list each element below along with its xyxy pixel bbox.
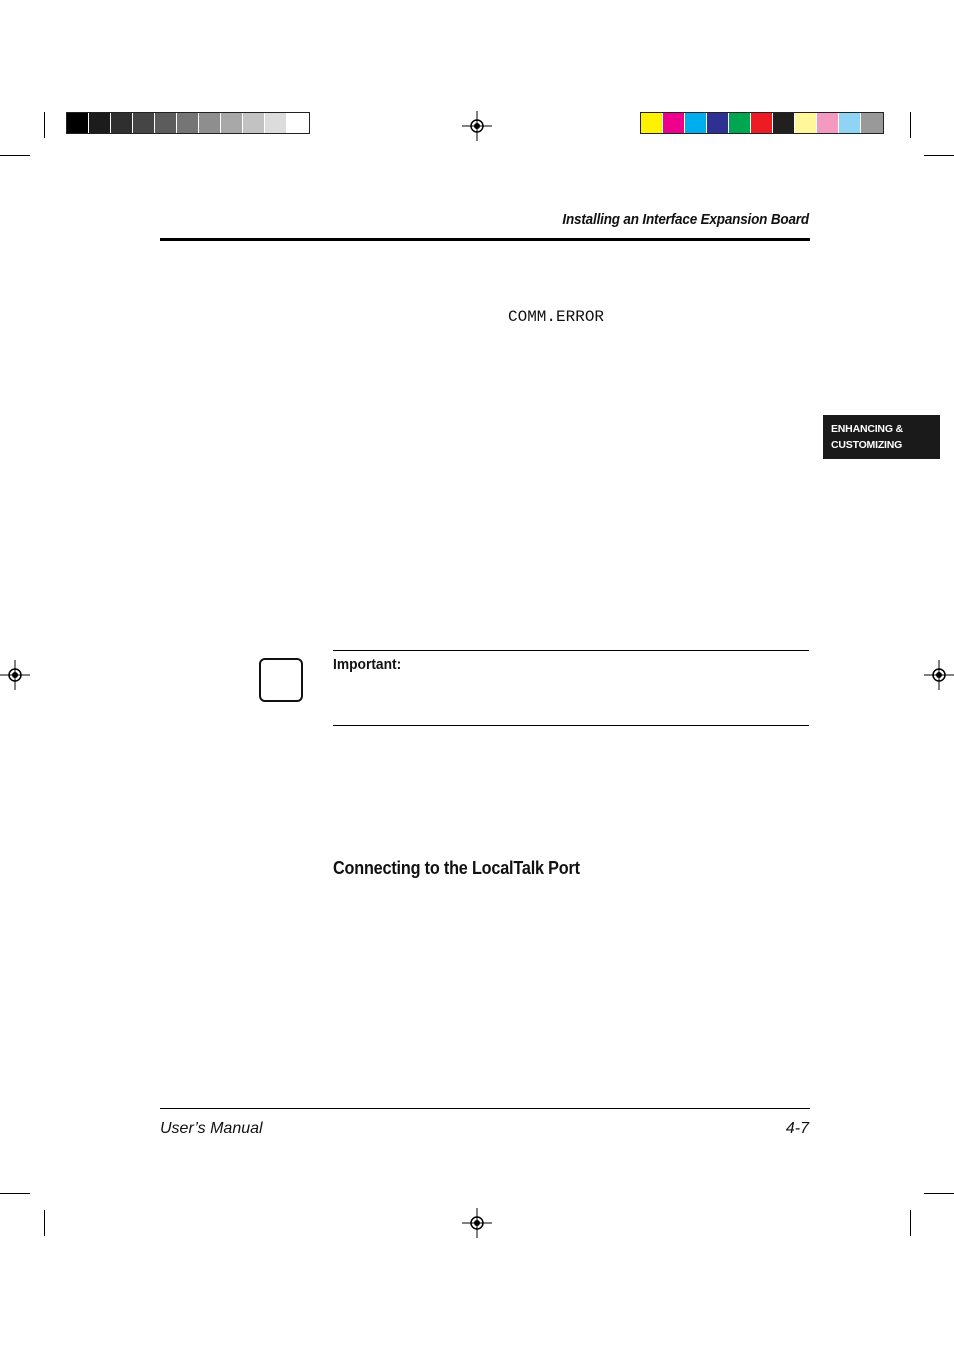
calibration-swatch	[641, 113, 663, 133]
page-number: 4-7	[785, 1120, 809, 1137]
side-tab-line: CUSTOMIZING	[831, 439, 903, 451]
calibration-swatch	[199, 113, 221, 133]
calibration-swatch	[265, 113, 287, 133]
calibration-swatch	[89, 113, 111, 133]
registration-target-icon	[462, 1208, 492, 1238]
calibration-swatch	[839, 113, 861, 133]
calibration-swatch	[729, 113, 751, 133]
calibration-swatch	[177, 113, 199, 133]
crop-mark	[910, 112, 911, 138]
side-tab-line: ENHANCING &	[831, 423, 903, 435]
calibration-swatch	[685, 113, 707, 133]
section-heading: Connecting to the LocalTalk Port	[333, 858, 580, 878]
grayscale-calibration-bar	[66, 112, 310, 134]
crop-mark	[0, 1193, 30, 1194]
running-header-title: Installing an Interface Expansion Board	[562, 211, 809, 228]
important-top-rule	[333, 650, 809, 651]
calibration-swatch	[751, 113, 773, 133]
registration-target-icon	[0, 660, 30, 690]
crop-mark	[44, 1210, 45, 1236]
header-rule	[160, 238, 810, 241]
crop-mark	[0, 155, 30, 156]
crop-mark	[44, 112, 45, 138]
crop-mark	[924, 1193, 954, 1194]
color-calibration-bar	[640, 112, 884, 134]
calibration-swatch	[67, 113, 89, 133]
footer-rule	[160, 1108, 810, 1109]
calibration-swatch	[111, 113, 133, 133]
calibration-swatch	[243, 113, 265, 133]
crop-mark	[924, 155, 954, 156]
important-label: Important:	[333, 656, 402, 673]
registration-target-icon	[924, 660, 954, 690]
calibration-swatch	[287, 113, 309, 133]
important-note-icon	[259, 658, 303, 702]
calibration-swatch	[133, 113, 155, 133]
error-code: COMM.ERROR	[508, 308, 605, 326]
calibration-swatch	[155, 113, 177, 133]
calibration-swatch	[663, 113, 685, 133]
important-bottom-rule	[333, 725, 809, 726]
calibration-swatch	[861, 113, 883, 133]
calibration-swatch	[817, 113, 839, 133]
chapter-side-tab	[823, 415, 940, 459]
footer-manual-title: User’s Manual	[160, 1120, 263, 1137]
calibration-swatch	[773, 113, 795, 133]
calibration-swatch	[221, 113, 243, 133]
calibration-swatch	[707, 113, 729, 133]
registration-target-icon	[462, 111, 492, 141]
calibration-swatch	[795, 113, 817, 133]
crop-mark	[910, 1210, 911, 1236]
